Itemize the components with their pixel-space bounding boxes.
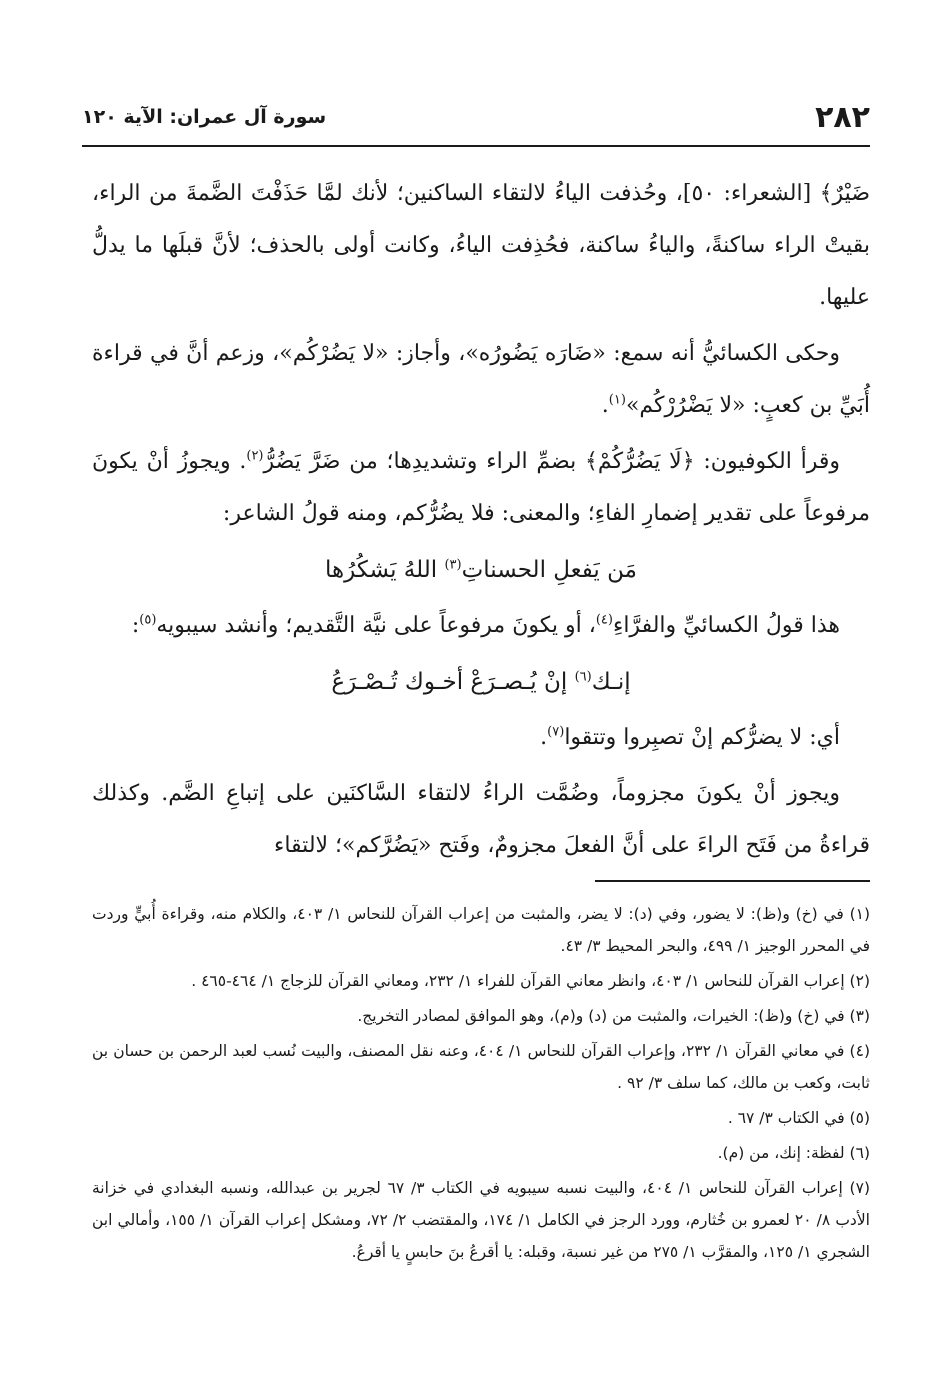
main-text: [92, 168, 870, 876]
footnote-ref-3: (٣): [444, 557, 462, 573]
paragraph-4-c: :: [131, 613, 140, 638]
paragraph-4: [92, 600, 870, 652]
footnote-3: (٣) في (خ) و(ظ): الخيرات، والمثبت من (د) و(م)، وهو الموافق لمصادر التخريج.: [357, 1007, 870, 1025]
footnote-ref-2: (٢): [246, 448, 264, 464]
footnote-ref-1: (١): [608, 392, 626, 408]
footnote-ref-7: (٧): [547, 724, 565, 740]
paragraph-5-a: أي: لا يضرُّكم إنْ تصبِروا وتتقوا: [564, 725, 840, 750]
paragraph-4-b: ، أو يكونَ مرفوعاً على نيَّة التَّقديم؛ وأنشد سيبويه: [156, 613, 596, 638]
paragraph-3: [92, 436, 870, 540]
footnote-5: (٥) في الكتاب ٣/ ٦٧ .: [727, 1109, 870, 1127]
footnote-4: (٤) في معاني القرآن ١/ ٢٣٢، وإعراب القرآن للنحاس ١/ ٤٠٤، وعنه نقل المصنف، والبيت نُسب لعبد الرحمن بن حسان بن ثابت، وكعب بن مالك، كما سلف ٣/ ٩٢ .: [92, 1042, 870, 1092]
paragraph-6: ويجوز أنْ يكونَ مجزوماً، وضُمَّت الراءُ لالتقاء السَّاكنَين على إتباعِ الضَّم. وكذلك قراءةُ من فَتَح الراءَ على أنَّ الفعلَ مجزومٌ، وفَتح «يَضُرَّكم»؛ لالتقاء: [92, 781, 870, 858]
header-rule: [82, 145, 870, 147]
footnote-ref-5: (٥): [139, 612, 157, 628]
footnotes: [92, 898, 870, 1271]
verse-1-b: اللهُ يَشكُرُها: [325, 557, 445, 583]
paragraph-2-end: .: [601, 393, 609, 418]
footnote-2: (٢) إعراب القرآن للنحاس ١/ ٤٠٣، وانظر معاني القرآن للفراء ١/ ٢٣٢، ومعاني القرآن للزجاج ١/ ٤٦٤-٤٦٥ .: [191, 972, 870, 990]
paragraph-2-text: وحكى الكسائيُّ أنه سمع: «ضَارَه يَضُورُه»، وأجاز: «لا يَضُرْكُم»، وزعم أنَّ في قراءة أُبَيِّ بن كعبٍ: «لا يَضْرُرْكُم»: [92, 341, 870, 418]
page-number: ٢٨٢: [815, 100, 870, 135]
verse-1: [92, 544, 870, 596]
paragraph-5-b: .: [540, 725, 548, 750]
verse-2-a: إنـك: [591, 669, 631, 695]
footnote-ref-4: (٤): [595, 612, 613, 628]
paragraph-3-b: . ويجوزُ أنْ يكونَ مرفوعاً على تقدير إضمارِ الفاءِ؛ والمعنى: فلا يضُرُّكم، ومنه قولُ الشاعر:: [92, 449, 870, 526]
paragraph-3-a: وقرأ الكوفيون: ﴿لَا يَضُرُّكُمْ﴾ بضمِّ الراء وتشديدِها؛ من ضَرَّ يَضُرُّ: [263, 449, 840, 474]
page-header: [82, 96, 870, 140]
footnote-6: (٦) لفظة: إنك، من (م).: [717, 1144, 870, 1162]
footnote-rule: [595, 880, 870, 882]
footnote-7: (٧) إعراب القرآن للنحاس ١/ ٤٠٤، والبيت نسبه سيبويه في الكتاب ٣/ ٦٧ لجرير بن عبدالله، ونسبه البغدادي في خزانة الأدب ٨/ ٢٠ لعمرو بن خُثارم، وورد الرجز في الكامل ١/ ١٧٤، والمقتضب ٢/ ٧٢، ومشكل إعراب القرآن ١/ ١٥٥، وأمالي ابن الشجري ١/ ١٢٥، والمقرَّب ١/ ٢٧٥ من غير نسبة، وقبله: يا أقرعُ بنَ حابسٍ يا أقرعُ.: [92, 1179, 870, 1261]
footnote-1: (١) في (خ) و(ظ): لا يضور، وفي (د): لا يضر، والمثبت من إعراب القرآن للنحاس ١/ ٤٠٣، والكلام منه، وقراءة أُبيٍّ وردت في المحرر الوجيز ١/ ٤٩٩، والبحر المحيط ٣/ ٤٣.: [92, 905, 871, 955]
paragraph-4-a: هذا قولُ الكسائيِّ والفرَّاءِ: [612, 613, 840, 638]
footnote-ref-6: (٦): [574, 669, 592, 685]
verse-1-a: مَن يَفعلِ الحسناتِ: [461, 557, 637, 583]
paragraph-1: ضَيْرٌ﴾ [الشعراء: ٥٠]، وحُذفت الياءُ لالتقاء الساكنين؛ لأنك لمَّا حَذَفْتَ الضَّمةَ من الراء، بقيتْ الراء ساكنةً، والياءُ ساكنة، فحُذِفت الياءُ، وكانت أولى بالحذف؛ لأنَّ قبلَها ما يدلُّ عليها.: [92, 181, 870, 310]
verse-2: [92, 656, 870, 708]
verse-2-b: إنْ يُـصـرَعْ أخـوك تُـصْـرَعُ: [331, 669, 575, 695]
paragraph-5: [92, 712, 870, 764]
paragraph-2: [92, 328, 870, 432]
running-head: سورة آل عمران: الآية ١٢٠: [82, 106, 327, 128]
